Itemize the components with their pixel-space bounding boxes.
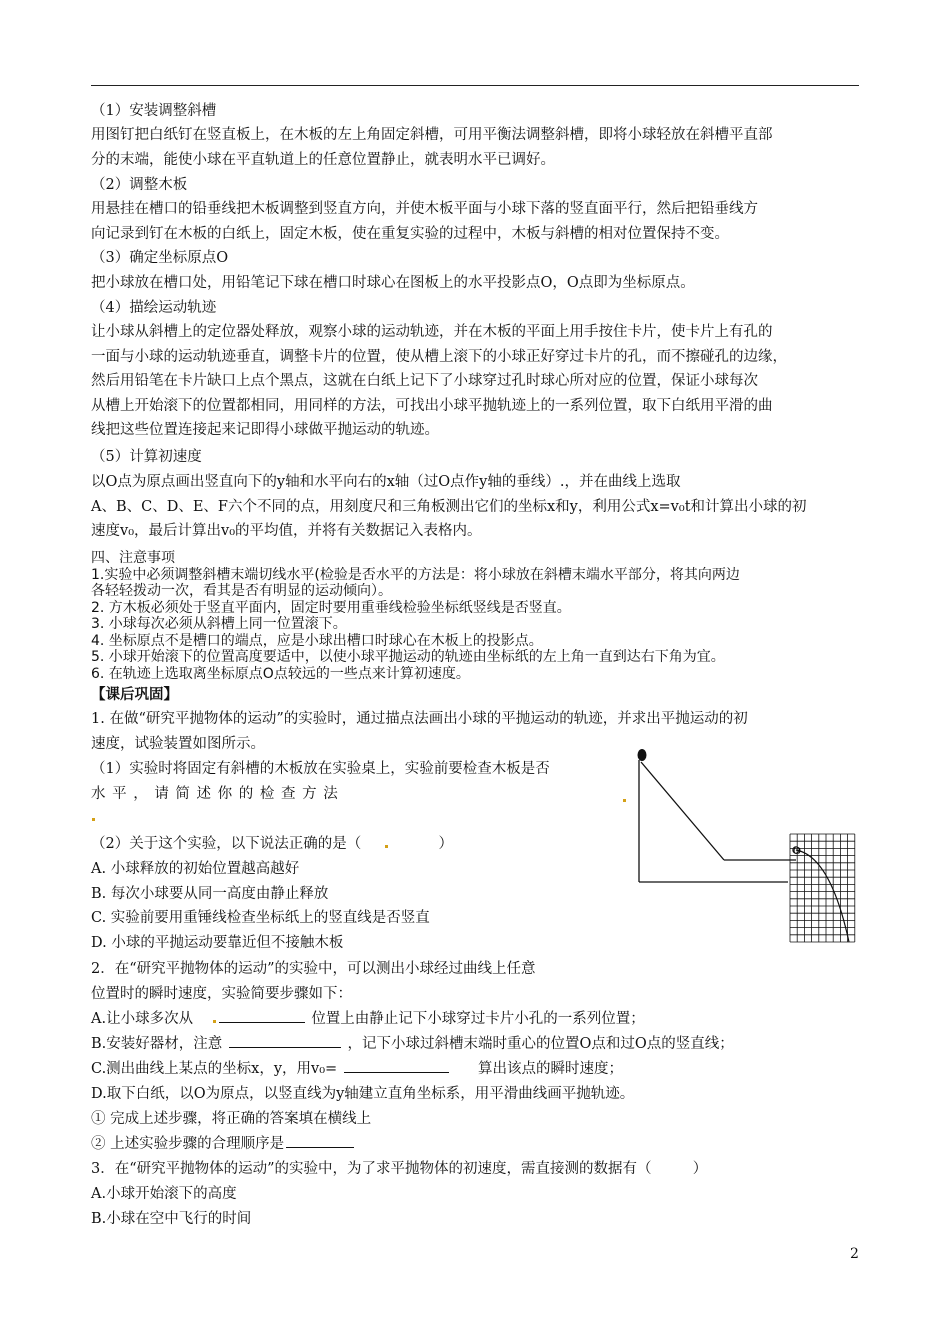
option-c: C. 实验前要用重锤线检查坐标纸上的竖直线是否竖直 — [91, 910, 430, 926]
text-line: （2）关于这个实验，以下说法正确的是（ — [91, 836, 362, 852]
option-a: A. 小球释放的初始位置越高越好 — [91, 861, 300, 877]
section-1-body — [91, 123, 861, 172]
text-line: 速度v₀，最后计算出v₀的平均值，并将有关数据记入表格内。 — [91, 523, 482, 539]
section-3-body — [91, 271, 861, 296]
text-line: 1. 在做“研究平抛物体的运动”的实验时，通过描点法画出小球的平抛运动的轨迹，并求出平抛运动的初 — [91, 711, 748, 727]
text-line: 算出该点的瞬时速度； — [478, 1061, 624, 1077]
section-2-body — [91, 197, 861, 246]
question-3-stem — [91, 1157, 861, 1182]
text-line: 向记录到钉在木板的白纸上，固定木板，使在重复实验的过程中，木板与斜槽的相对位置保持不变。 — [91, 225, 729, 242]
section-5-body — [91, 470, 861, 544]
ball-icon — [638, 749, 647, 761]
question-1-part-1-line2 — [91, 782, 631, 807]
section-4-body — [91, 320, 861, 443]
text-line: B.安装好器材，注意 — [91, 1036, 223, 1052]
text-line: 然后用铅笔在卡片缺口上点个黑点，这就在白纸上记下了小球穿过孔时球心所对应的位置，保证小球每次 — [91, 373, 758, 389]
question-1-options — [91, 857, 631, 955]
answer-blank[interactable] — [286, 1133, 354, 1148]
text-line: 分的末端，能使小球在平直轨道上的任意位置静止，就表明水平已调好。 — [91, 151, 555, 168]
section-5-heading: （5）计算初速度 — [91, 449, 202, 465]
note-line: 各轻轻拨动一次，看其是否有明显的运动倾向）。 — [91, 583, 392, 599]
ramp-slope — [641, 762, 724, 860]
section-2-heading: （2）调整木板 — [91, 177, 188, 193]
section-4-heading: （4）描绘运动轨迹 — [91, 300, 217, 316]
question-2-stem-line2: 位置时的瞬时速度，实验简要步骤如下： — [91, 986, 352, 1002]
text-line: 以O点为原点画出竖直向下的y轴和水平向右的x轴（过O点作y轴的垂线）.，并在曲线上选取 — [91, 474, 681, 490]
answer-blank[interactable] — [344, 1058, 449, 1073]
question-2-step-c — [91, 1057, 861, 1082]
text-line: A、B、C、D、E、F六个不同的点，用刻度尺和三角板测出它们的坐标x和y，利用公式x=v₀t和计算出小球的初 — [91, 498, 807, 515]
text-line: 把小球放在槽口处，用铅笔记下球在槽口时球心在图板上的水平投影点O，O点即为坐标原点。 — [91, 275, 695, 291]
text-line: ） — [438, 836, 453, 852]
mark-dot — [92, 818, 95, 821]
text-line: ② 上述实验步骤的合理顺序是 — [91, 1136, 285, 1152]
text-line: A.让小球多次从 — [91, 1011, 194, 1027]
text-line: 用悬挂在槽口的铅垂线把木板调整到竖直方向，并使木板平面与小球下落的竖直面平行，然后把铅垂线方 — [91, 201, 758, 217]
notes-heading: 四、注意事项 — [91, 550, 175, 566]
mark-dot — [623, 799, 626, 802]
question-1-part-1: （1）实验时将固定有斜槽的木板放在实验桌上，实验前要检查木板是否 — [91, 761, 550, 777]
note-line: 1.实验中必须调整斜槽末端切线水平(检验是否水平的方法是：将小球放在斜槽末端水平部分，将其向两边 — [91, 566, 740, 583]
question-2-stem: 2．在“研究平抛物体的运动”的实验中，可以测出小球经过曲线上任意 — [91, 961, 536, 977]
text-line: 让小球从斜槽上的定位器处释放，观察小球的运动轨迹，并在木板的平面上用手按住卡片，使卡片上有孔的 — [91, 324, 773, 340]
question-3-options — [91, 1182, 861, 1231]
text-line: ，记下小球过斜槽末端时重心的位置O点和过O点的竖直线； — [347, 1036, 734, 1052]
text-line: 用图钉把白纸钉在竖直板上，在木板的左上角固定斜槽，可用平衡法调整斜槽，即将小球轻放在斜槽平直部 — [91, 127, 773, 143]
review-heading: 【课后巩固】 — [91, 687, 178, 703]
text-line: C.测出曲线上某点的坐标x，y，用v₀= — [91, 1061, 338, 1077]
question-2-part-1: ① 完成上述步骤，将正确的答案填在横线上 — [91, 1111, 372, 1127]
text-line: ） — [692, 1161, 708, 1177]
note-line: 6. 在轨迹上选取离坐标原点O点较远的一些点来计算初速度。 — [91, 665, 470, 682]
header-rule — [91, 85, 859, 86]
text-line: 水 平 ， 请 简 述 你 的 检 查 方 法 — [91, 786, 339, 802]
option-d: D. 小球的平抛运动要靠近但不接触木板 — [91, 934, 344, 951]
question-2-step-b — [91, 1032, 861, 1057]
text-line: 速度，试验装置如图所示。 — [91, 735, 265, 752]
text-line: 线把这些位置连接起来记即得小球做平抛运动的轨迹。 — [91, 422, 439, 438]
text-line: 一面与小球的运动轨迹垂直，调整卡片的位置，使从槽上滚下的小球正好穿过卡片的孔，而不擦碰孔的边缘， — [91, 348, 787, 365]
text-line: 3．在“研究平抛物体的运动”的实验中，为了求平抛物体的初速度，需直接测的数据有（ — [91, 1161, 652, 1177]
question-2-step-d: D.取下白纸，以O为原点，以竖直线为y轴建立直角坐标系，用平滑曲线画平抛轨迹。 — [91, 1086, 635, 1102]
note-line: 5. 小球开始滚下的位置高度要适中，以使小球平抛运动的轨迹由坐标纸的左上角一直到达右下角为宜。 — [91, 649, 725, 665]
mark-dot — [385, 845, 388, 848]
origin-label: O — [793, 845, 801, 857]
question-2-part-2 — [91, 1132, 861, 1157]
note-line: 4. 坐标原点不是槽口的端点，应是小球出槽口时球心在木板上的投影点。 — [91, 632, 543, 649]
option-b: B. 每次小球要从同一高度由静止释放 — [91, 885, 329, 902]
question-1-part-2 — [91, 832, 631, 857]
note-line: 3. 小球每次必须从斜槽上同一位置滚下。 — [91, 616, 347, 632]
section-1-heading: （1）安装调整斜槽 — [91, 103, 217, 119]
question-2-step-a — [91, 1007, 861, 1032]
answer-blank[interactable] — [229, 1033, 341, 1048]
section-3-heading: （3）确定坐标原点O — [91, 250, 229, 266]
option-b: B.小球在空中飞行的时间 — [91, 1210, 252, 1227]
apparatus-figure — [636, 742, 860, 982]
mark-dot — [213, 1020, 216, 1023]
note-line: 2. 方木板必须处于竖直平面内，固定时要用重垂线检验坐标纸竖线是否竖直。 — [91, 599, 571, 616]
option-a: A.小球开始滚下的高度 — [91, 1186, 237, 1202]
answer-blank[interactable] — [219, 1008, 305, 1023]
text-line: 位置上由静止记下小球穿过卡片小孔的一系列位置； — [311, 1011, 645, 1027]
page-number: 2 — [850, 1246, 859, 1262]
text-line: 从槽上开始滚下的位置都相同，用同样的方法，可找出小球平抛轨迹上的一系列位置，取下白纸用平滑的曲 — [91, 397, 773, 414]
notes-block — [91, 550, 861, 682]
trajectory-curve — [796, 850, 849, 942]
